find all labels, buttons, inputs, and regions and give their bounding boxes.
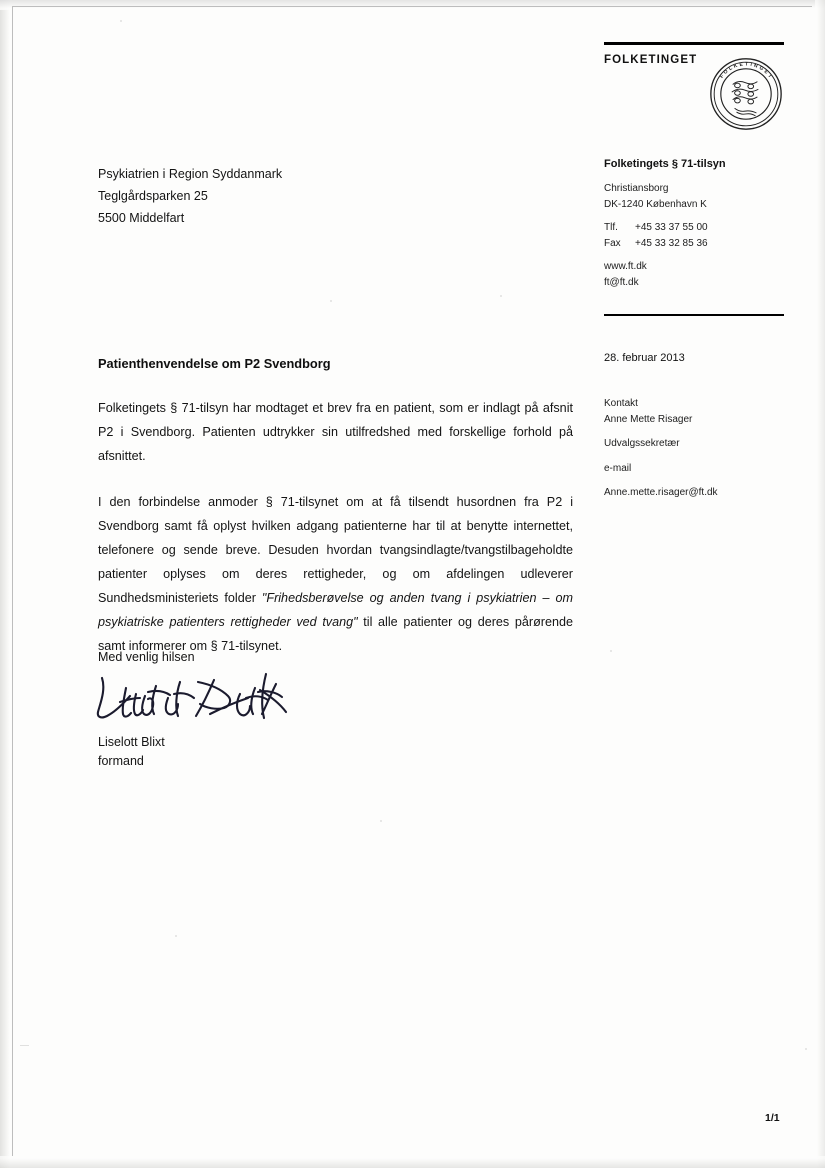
sender-phone-value: +45 33 37 55 00 [635, 222, 708, 233]
letter-body [98, 396, 573, 658]
scan-speck [500, 295, 502, 297]
folketinget-crest-icon [708, 56, 784, 132]
sender-fax-value: +45 33 32 85 36 [635, 237, 708, 249]
page-number: 1/1 [765, 1112, 780, 1124]
scan-edge-top [0, 0, 825, 10]
letter-date: 28. februar 2013 [604, 352, 685, 364]
contact-email-label: e-mail [604, 462, 632, 474]
contact-role: Udvalgssekretær [604, 438, 680, 449]
body-paragraph-1: Folketingets § 71-tilsyn har modtaget et brev fra en patient, som er indlagt på afsnit P2 i Svendborg. Patienten udtrykker sin utilfredshed med forskellige forhold på afsnittet. [98, 401, 573, 463]
sender-fax-row [604, 236, 804, 252]
contact-person-block [604, 396, 804, 501]
organization-name: FOLKETINGET [604, 54, 698, 66]
scan-speck [330, 300, 332, 302]
header-rule [604, 42, 784, 45]
contact-heading: Kontakt [604, 398, 638, 409]
contact-name: Anne Mette Risager [604, 413, 693, 425]
sender-phone-label: Tlf. [604, 222, 618, 233]
body-paragraph-2-part2: til alle patienter og deres pårørende samt informerer om § 71-tilsynet. [98, 615, 573, 653]
sender-fax-label: Fax [604, 237, 621, 249]
sender-address-line2: DK-1240 København K [604, 198, 707, 210]
signature-role: formand [98, 754, 144, 768]
scan-speck [120, 20, 122, 22]
letter-subject: Patienthenvendelse om P2 Svendborg [98, 356, 331, 371]
contact-email: Anne.mette.risager@ft.dk [604, 487, 718, 498]
sender-title: Folketingets § 71-tilsyn [604, 158, 726, 170]
sender-website: www.ft.dk [604, 261, 647, 272]
sender-address-line1: Christiansborg [604, 183, 669, 194]
sender-phone-row [604, 220, 804, 236]
sender-contact-block [604, 158, 804, 290]
recipient-line-1: Psykiatrien i Region Syddanmark [98, 167, 283, 181]
sender-email: ft@ft.dk [604, 276, 639, 288]
body-paragraph-2 [98, 490, 573, 658]
page-border-left [12, 6, 13, 1156]
scan-edge-right [815, 0, 825, 1168]
handwritten-signature [90, 664, 300, 736]
svg-text:F O L K E T I N G E T: F O L K E T I N G E T [719, 62, 773, 80]
letter-closing: Med venlig hilsen [98, 650, 195, 664]
scan-speck [805, 1048, 807, 1050]
scan-speck [175, 935, 177, 937]
body-paragraph-2-part1: I den forbindelse anmoder § 71-tilsynet om at få tilsendt husordnen fra P2 i Svendborg samt få oplyst hvilken adgang patienterne har til at benytte internettet, telefonere og sende breve. Desuden hvordan tvangsindlagte/tvangstilbageholdte patienter oplyses om deres rettigheder, og om afdelingen udleverer Sundhedsministeriets folder [98, 495, 573, 605]
scan-speck [610, 650, 612, 652]
signature-name: Liselott Blixt [98, 735, 165, 749]
folder-title-italic: "Frihedsberøvelse og anden tvang i psykiatrien – om psykiatriske patienters rettigheder ved tvang" [98, 591, 573, 629]
scan-speck [380, 820, 382, 822]
recipient-address [98, 163, 518, 229]
sidebar-divider-rule [604, 314, 784, 316]
scan-speck [20, 1045, 29, 1046]
recipient-line-2: Teglgårdsparken 25 [98, 189, 208, 203]
scan-edge-bottom [0, 1156, 825, 1168]
recipient-line-3: 5500 Middelfart [98, 211, 185, 225]
page-border-top [12, 6, 812, 7]
